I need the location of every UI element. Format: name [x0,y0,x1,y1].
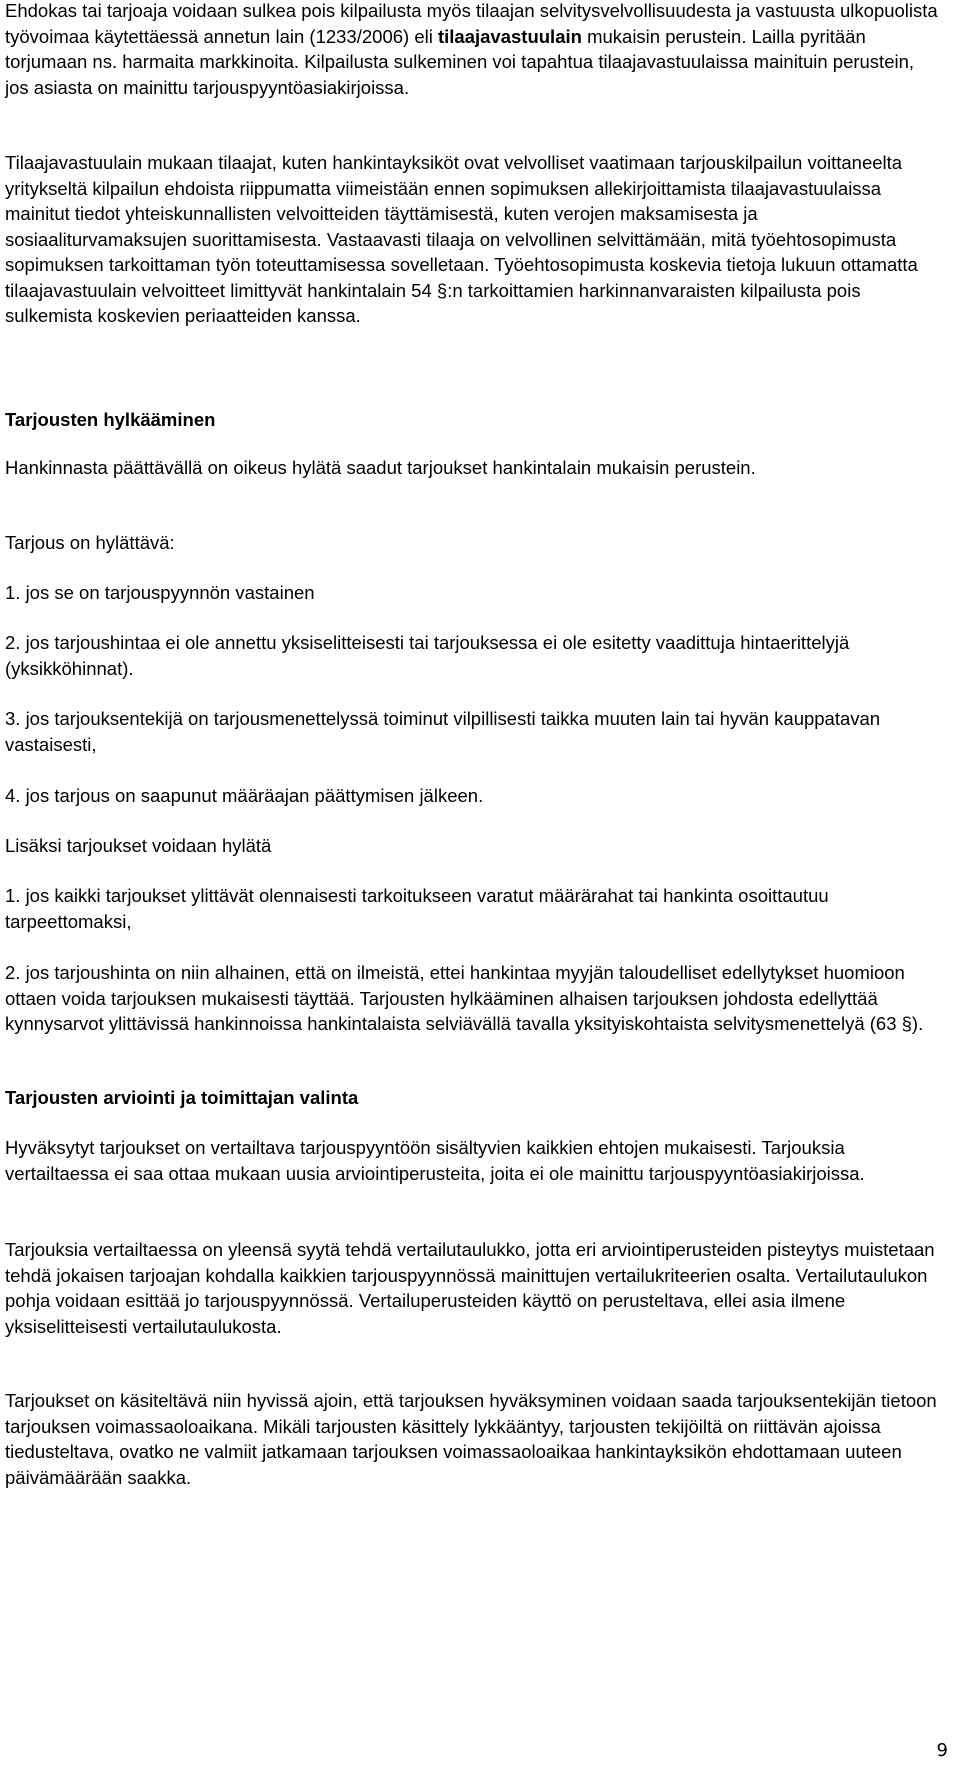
hylattava-item-2: 2. jos tarjoushintaa ei ole annettu yksiselitteisesti tai tarjouksessa ei ole esitetty vaadittuja hintaerittelyjä (yksikköhinnat). [5,632,850,679]
paragraph-kasiteltava [5,1388,940,1490]
intro-bold-term: tilaajavastuulain [437,25,582,47]
paragraph-oikeus-text: Hankinnasta päättävällä on oikeus hylätä saadut tarjoukset hankintalain mukaisin perustein. [5,457,756,478]
paragraph-kasiteltava-text: Tarjoukset on käsiteltävä niin hyvissä ajoin, että tarjouksen hyväksyminen voidaan saada tarjouksentekijän tietoon tarjouksen voimassaoloaikana. Mikäli tarjousten käsittely lykkääntyy, tarjousten tekijöiltä on riittävän ajoissa tiedusteltava, ovatko ne valmiit jatkamaan tarjouksen voimassaoloaikaa hankintayksikön ehdottamaan uuteen päivämäärään saakka. [5,1390,937,1488]
intro-paragraph [5,0,940,100]
list-item [5,580,940,606]
page-number: 9 [936,1740,948,1761]
list-item [5,630,940,681]
hylattava-item-3: 3. jos tarjouksentekijä on tarjousmenettelyssä toiminut vilpillisesti taikka muuten lain tai hyvän kauppatavan vastaisesti, [5,708,881,755]
list-item [5,883,940,934]
label-lisaksi-text: Lisäksi tarjoukset voidaan hylätä [5,835,272,856]
label-hylattava-text: Tarjous on hylättävä: [5,532,175,553]
paragraph-vertailutaulukko-text: Tarjouksia vertailtaessa on yleensä syytä tehdä vertailutaulukko, jotta eri arviointiperusteiden pisteytys muistetaan tehdä jokaisen tarjoajan kohdalla kaikkien tarjouspyynnössä mainittujen vertailukriteerien osalta. Vertailutaulukon pohja voidaan esittää jo tarjouspyynnössä. Vertailuperusteiden käyttö on perusteltava, ellei asia ilmene yksiselitteisesti vertailutaulukosta. [5,1239,935,1337]
paragraph-tilaajavastuu [5,150,940,329]
paragraph-oikeus [5,455,940,481]
label-tarjous-hylattava [5,530,940,556]
paragraph-hyvaksytyt [5,1135,940,1186]
lisaksi-item-1: 1. jos kaikki tarjoukset ylittävät olennaisesti tarkoitukseen varatut määrärahat tai hankinta osoittautuu tarpeettomaksi, [5,885,829,932]
list-item [5,960,940,1037]
lisaksi-item-2: 2. jos tarjoushinta on niin alhainen, että on ilmeistä, ettei hankintaa myyjän taloudelliset edellytykset huomioon ottaen voida tarjouksen mukaisesti täyttää. Tarjousten hylkääminen alhaisen tarjouksen johdosta edellyttää kynnysarvot ylittävissä hankinnoissa hankintalaista selviävällä tavalla yksityiskohtaista selvitysmenettelyä (63 §). [5,962,924,1034]
heading-arviointi-text: Tarjousten arviointi ja toimittajan valinta [5,1087,359,1108]
list-item [5,706,940,757]
intro-text-b: mukaisin perustein. Lailla pyritään torjumaan ns. harmaita markkinoita. Kilpailusta sulkeminen voi tapahtua tilaajavastuulaissa mainituin perustein, jos asiasta on mainittu tarjouspyyntöasiakirjoissa. [5,25,915,98]
paragraph-vertailutaulukko [5,1237,940,1339]
heading-tarjousten-arviointi [5,1085,940,1111]
label-lisaksi [5,833,940,859]
paragraph-tilaajavastuu-text: Tilaajavastuulain mukaan tilaajat, kuten hankintayksiköt ovat velvolliset vaatimaan tarjouskilpailun voittaneelta yritykseltä kilpailun ehdoista riippumatta viimeistään ennen sopimuksen allekirjoittamista tilaajavastuulaissa mainitut tiedot yhteiskunnallisten velvoitteiden täyttämisestä, kuten verojen maksamisesta ja sosiaaliturvamaksujen suorittamisesta. Vastaavasti tilaaja on velvollinen selvittämään, mitä työehtosopimusta sopimuksen tarkoittaman työn toteuttamisessa sovelletaan. Työehtosopimusta koskevia tietoja lukuun ottamatta tilaajavastuulain velvoitteet limittyvät hankintalain 54 §:n tarkoittamien harkinnanvaraisten kilpailusta pois sulkemista koskevien periaatteiden kanssa. [5,152,918,326]
intro-text-a: Ehdokas tai tarjoaja voidaan sulkea pois kilpailusta myös tilaajan selvitysvelvollisuudesta ja vastuusta ulkopuolista työvoimaa käytettäessä annetun lain (1233/2006) eli [5,0,938,47]
hylattava-item-4: 4. jos tarjous on saapunut määräajan päättymisen jälkeen. [5,785,484,806]
paragraph-hyvaksytyt-text: Hyväksytyt tarjoukset on vertailtava tarjouspyyntöön sisältyvien kaikkien ehtojen mukaisesti. Tarjouksia vertailtaessa ei saa ottaa mukaan uusia arviointiperusteita, joita ei ole mainittu tarjouspyyntöasiakirjoissa. [5,1137,865,1184]
heading-hylkaaminen-text: Tarjousten hylkääminen [5,409,216,430]
heading-tarjousten-hylkaaminen [5,407,940,433]
list-item [5,783,940,809]
hylattava-item-1: 1. jos se on tarjouspyynnön vastainen [5,582,315,603]
